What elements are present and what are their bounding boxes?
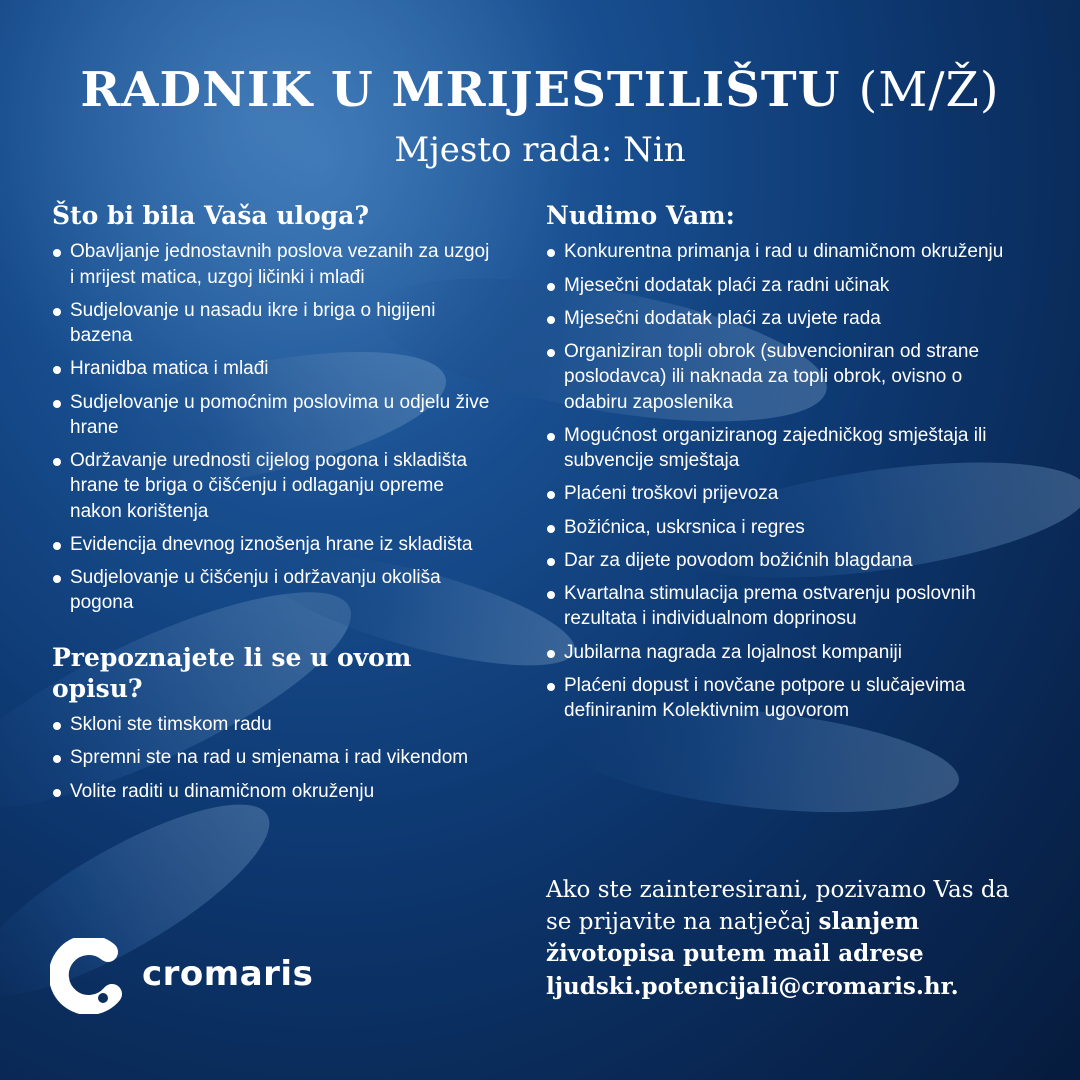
cta-email-instruction: slanjem životopisa putem mail adrese ljudski.potencijali@cromaris.hr. (546, 908, 959, 1000)
list-item: Sudjelovanje u čišćenju i održavanju okoliša pogona (52, 565, 492, 616)
role-list (52, 239, 492, 615)
list-item: Obavljanje jednostavnih poslova vezanih za uzgoj i mrijest matica, uzgoj ličinki i mlađi (52, 239, 492, 290)
cromaris-logo (50, 938, 350, 1018)
list-item: Plaćeni dopust i novčane potpore u slučajevima definiranim Kolektivnim ugovorom (546, 673, 1016, 724)
list-item: Mjesečni dodatak plaći za uvjete rada (546, 306, 1016, 331)
list-item: Sudjelovanje u pomoćnim poslovima u odjelu žive hrane (52, 390, 492, 441)
application-call-to-action (546, 874, 1016, 1003)
left-column (52, 200, 492, 812)
job-title: RADNIK U MRIJESTILIŠTU (80, 62, 841, 118)
list-item: Organiziran topli obrok (subvencioniran od strane poslodavca) ili naknada za topli obrok, ovisno o odabiru zaposlenika (546, 339, 1016, 415)
list-item: Mjesečni dodatak plaći za radni učinak (546, 273, 1016, 298)
list-item: Božićnica, uskrsnica i regres (546, 515, 1016, 540)
brand-name: cromaris (142, 954, 314, 994)
list-item: Kvartalna stimulacija prema ostvarenju poslovnih rezultata i individualnom doprinosu (546, 581, 1016, 632)
gender-label: (M/Ž) (858, 62, 1000, 118)
cta-text: Ako ste zainteresirani, pozivamo Vas da se prijavite na natječaj (546, 877, 1010, 936)
profile-section (52, 642, 492, 804)
list-item: Hranidba matica i mlađi (52, 356, 492, 381)
list-item: Spremni ste na rad u smjenama i rad vikendom (52, 745, 492, 770)
list-item: Jubilarna nagrada za lojalnost kompaniji (546, 640, 1016, 665)
list-item: Dar za dijete povodom božićnih blagdana (546, 548, 1016, 573)
role-heading: Što bi bila Vaša uloga? (52, 201, 369, 230)
right-column (546, 200, 1016, 732)
offer-list (546, 239, 1016, 723)
list-item: Volite raditi u dinamičnom okruženju (52, 779, 492, 804)
offer-heading: Nudimo Vam: (546, 201, 735, 230)
cromaris-c-logo-icon (50, 938, 126, 1014)
list-item: Plaćeni troškovi prijevoza (546, 481, 1016, 506)
list-item: Sudjelovanje u nasadu ikre i briga o higijeni bazena (52, 298, 492, 349)
list-item: Evidencija dnevnog iznošenja hrane iz skladišta (52, 532, 492, 557)
page-title (0, 62, 1080, 118)
profile-heading: Prepoznajete li se u ovom opisu? (52, 642, 412, 703)
work-location: Mjesto rada: Nin (394, 130, 686, 170)
offer-section (546, 200, 1016, 724)
profile-list (52, 712, 492, 804)
list-item: Skloni ste timskom radu (52, 712, 492, 737)
list-item: Mogućnost organiziranog zajedničkog smještaja ili subvencije smještaja (546, 423, 1016, 474)
list-item: Konkurentna primanja i rad u dinamičnom okruženju (546, 239, 1016, 264)
list-item: Održavanje urednosti cijelog pogona i skladišta hrane te briga o čišćenju i odlaganju opreme nakon korištenja (52, 448, 492, 524)
role-section (52, 200, 492, 616)
